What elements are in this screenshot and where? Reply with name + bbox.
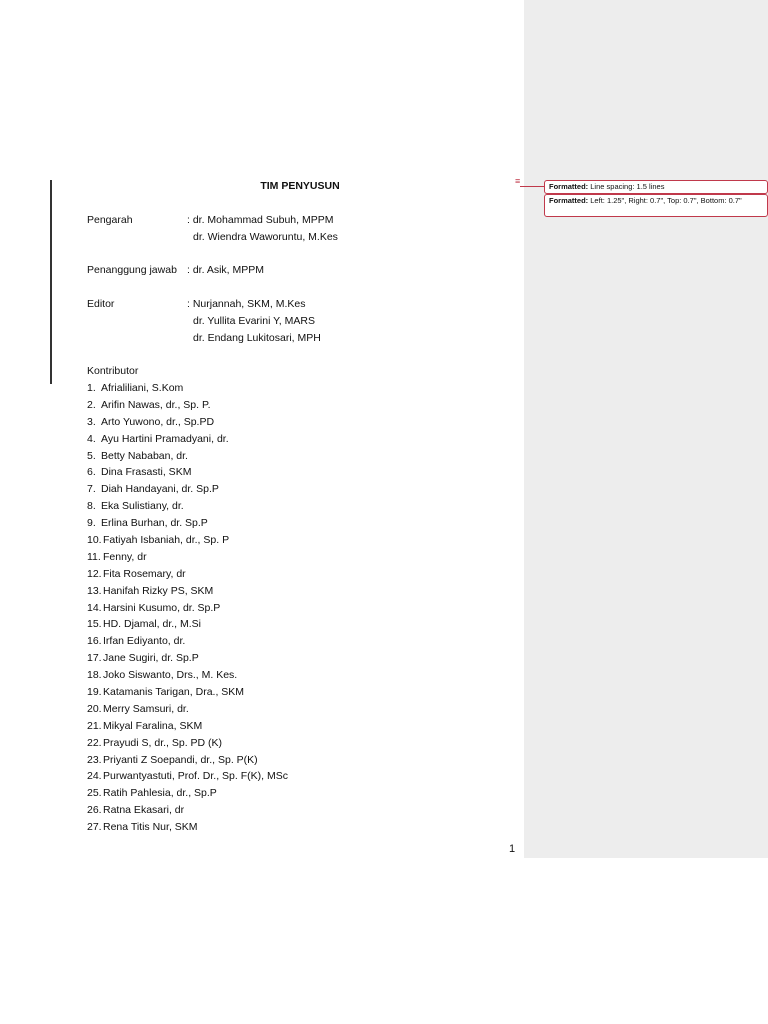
list-item-name: Diah Handayani, dr. Sp.P [101, 483, 219, 496]
list-item [87, 754, 288, 771]
list-item-number: 17. [87, 652, 102, 665]
list-item-name: Fenny, dr [103, 550, 147, 563]
list-item [87, 686, 288, 703]
list-item [87, 551, 288, 568]
list-item [87, 433, 288, 450]
list-item-number: 2. [87, 398, 96, 411]
markup-pane [524, 0, 768, 858]
list-item-number: 20. [87, 702, 102, 715]
list-item [87, 568, 288, 585]
list-item-name: Fita Rosemary, dr [103, 567, 186, 580]
list-item [87, 517, 288, 534]
comment-anchor-icon: ≡ [515, 176, 521, 186]
list-item-name: Arto Yuwono, dr., Sp.PD [101, 415, 215, 428]
list-item-number: 25. [87, 787, 102, 800]
list-item [87, 804, 288, 821]
list-item-name: Eka Sulistiany, dr. [101, 500, 184, 513]
list-item-number: 5. [87, 449, 96, 462]
format-balloon-margins[interactable] [544, 194, 768, 217]
kontributor-list [87, 382, 288, 838]
document-title: TIM PENYUSUN [260, 180, 340, 192]
balloon-text: Left: 1.25", Right: 0.7", Top: 0.7", Bottom: 0.7" [590, 196, 742, 205]
list-item [87, 500, 288, 517]
list-item [87, 602, 288, 619]
editor-value-2: dr. Yullita Evarini Y, MARS [193, 315, 315, 327]
list-item-number: 27. [87, 821, 102, 834]
list-item-number: 16. [87, 635, 102, 648]
list-item-number: 12. [87, 567, 102, 580]
list-item-number: 11. [87, 550, 101, 563]
list-item-name: Ayu Hartini Pramadyani, dr. [101, 432, 229, 445]
list-item-number: 21. [87, 719, 102, 732]
list-item-name: Afrialiliani, S.Kom [101, 382, 184, 394]
list-item [87, 770, 288, 787]
list-item-name: Fatiyah Isbaniah, dr., Sp. P [103, 534, 230, 547]
penanggung-jawab-value: : dr. Asik, MPPM [187, 264, 265, 276]
list-item [87, 821, 288, 838]
balloon-label: Formatted: [549, 182, 589, 191]
list-item [87, 618, 288, 635]
page-number: 1 [509, 843, 516, 855]
editor-value-1: : Nurjannah, SKM, M.Kes [187, 298, 306, 310]
list-item-number: 1. [87, 382, 96, 394]
pengarah-label: Pengarah [87, 214, 133, 226]
list-item-number: 24. [87, 770, 102, 783]
list-item [87, 399, 288, 416]
editor-label: Editor [87, 298, 115, 310]
list-item [87, 720, 288, 737]
editor-value-3: dr. Endang Lukitosari, MPH [193, 332, 321, 344]
list-item-number: 3. [87, 415, 96, 428]
list-item-name: Hanifah Rizky PS, SKM [103, 584, 214, 597]
list-item [87, 382, 288, 399]
list-item-name: Dina Frasasti, SKM [101, 466, 192, 479]
list-item-name: Arifin Nawas, dr., Sp. P. [101, 398, 211, 411]
list-item-name: Joko Siswanto, Drs., M. Kes. [103, 669, 238, 682]
list-item [87, 466, 288, 483]
list-item-name: Merry Samsuri, dr. [103, 702, 189, 715]
list-item [87, 534, 288, 551]
list-item-number: 19. [87, 686, 102, 699]
list-item-name: Priyanti Z Soepandi, dr., Sp. P(K) [103, 753, 258, 766]
list-item-number: 9. [87, 517, 96, 530]
list-item-name: Purwantyastuti, Prof. Dr., Sp. F(K), MSc [103, 770, 288, 783]
balloon-label: Formatted: [549, 196, 589, 205]
list-item-name: Ratih Pahlesia, dr., Sp.P [103, 787, 217, 800]
list-item [87, 652, 288, 669]
list-item-name: Betty Nababan, dr. [101, 449, 188, 462]
list-item [87, 450, 288, 467]
change-bar [50, 180, 52, 384]
list-item [87, 669, 288, 686]
list-item [87, 416, 288, 433]
list-item [87, 737, 288, 754]
list-item-number: 13. [87, 584, 102, 597]
list-item-number: 22. [87, 736, 102, 749]
list-item-name: Ratna Ekasari, dr [103, 804, 185, 817]
kontributor-heading: Kontributor [87, 365, 139, 377]
pengarah-value-2: dr. Wiendra Waworuntu, M.Kes [193, 231, 338, 243]
list-item-name: Irfan Ediyanto, dr. [103, 635, 186, 648]
list-item [87, 483, 288, 500]
list-item-number: 7. [87, 483, 96, 496]
list-item-number: 6. [87, 466, 96, 479]
format-balloon-line-spacing[interactable] [544, 180, 768, 194]
list-item-name: Jane Sugiri, dr. Sp.P [103, 652, 199, 665]
list-item-name: Mikyal Faralina, SKM [103, 719, 203, 732]
list-item [87, 585, 288, 602]
list-item-name: Prayudi S, dr., Sp. PD (K) [103, 736, 223, 749]
list-item-number: 15. [87, 618, 102, 631]
list-item-name: Katamanis Tarigan, Dra., SKM [103, 686, 245, 699]
pengarah-value-1: : dr. Mohammad Subuh, MPPM [187, 214, 334, 226]
list-item-name: Erlina Burhan, dr. Sp.P [101, 517, 208, 530]
list-item-number: 26. [87, 804, 102, 817]
list-item [87, 703, 288, 720]
list-item-name: Rena Titis Nur, SKM [103, 821, 198, 834]
list-item-name: HD. Djamal, dr., M.Si [103, 618, 202, 631]
list-item-number: 10. [87, 534, 102, 547]
balloon-text: Line spacing: 1.5 lines [590, 182, 665, 191]
list-item [87, 635, 288, 652]
list-item-name: Harsini Kusumo, dr. Sp.P [103, 601, 221, 614]
list-item-number: 8. [87, 500, 96, 513]
list-item-number: 4. [87, 432, 96, 445]
list-item-number: 14. [87, 601, 102, 614]
comment-connector [520, 186, 544, 187]
list-item-number: 18. [87, 669, 102, 682]
list-item [87, 787, 288, 804]
penanggung-jawab-label: Penanggung jawab [87, 264, 177, 276]
list-item-number: 23. [87, 753, 102, 766]
